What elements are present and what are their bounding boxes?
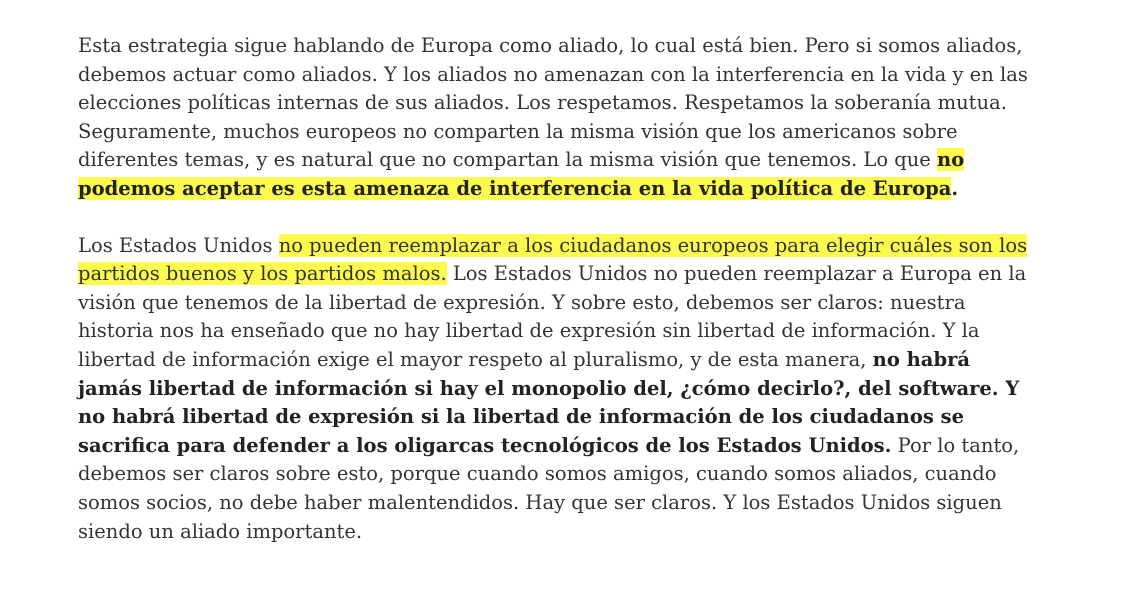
- paragraph-1: [78, 32, 1038, 204]
- bold-period: .: [951, 176, 959, 200]
- paragraph-2-intro: Los Estados Unidos: [78, 233, 279, 257]
- bold-quote: no habrá jamás libertad de información si hay el monopolio del, ¿cómo decirlo?, del software. Y no habrá libertad de expresión si la libertad de información de los ciudadanos se sacrifica para defender a los oligarcas tecnológicos de los Estados Unidos.: [78, 347, 1020, 457]
- highlighted-bold-quote: no podemos aceptar es esta amenaza de interferencia en la vida política de Europa: [78, 148, 965, 200]
- highlighted-quote: no pueden reemplazar a los ciudadanos europeos para elegir cuáles son los partidos buenos y los partidos malos.: [78, 233, 1028, 286]
- paragraph-2: [78, 232, 1038, 547]
- paragraph-2-text: Los Estados Unidos no pueden reemplazar a Europa en la visión que tenemos de la libertad de expresión. Y sobre esto, debemos ser claros: nuestra historia nos ha enseñado que no hay libertad de expresión sin libertad de información. Y la libertad de información exige el mayor respeto al pluralismo, y de esta manera,: [78, 262, 1027, 371]
- paragraph-1-text: Esta estrategia sigue hablando de Europa como aliado, lo cual está bien. Pero si somos aliados, debemos actuar como aliados. Y los aliados no amenazan con la interferencia en la vida y en las elecciones políticas internas de sus aliados. Los respetamos. Respetamos la soberanía mutua. Seguramente, muchos europeos no comparten la misma visión que los americanos sobre diferentes temas, y es natural que no compartan la misma visión que tenemos. Lo que: [78, 34, 1028, 172]
- paragraph-2-closing: Por lo tanto, debemos ser claros sobre esto, porque cuando somos amigos, cuando somos aliados, cuando somos socios, no debe haber malentendidos. Hay que ser claros. Y los Estados Unidos siguen siendo un aliado importante.: [78, 433, 1020, 543]
- article-body: [78, 32, 1038, 574]
